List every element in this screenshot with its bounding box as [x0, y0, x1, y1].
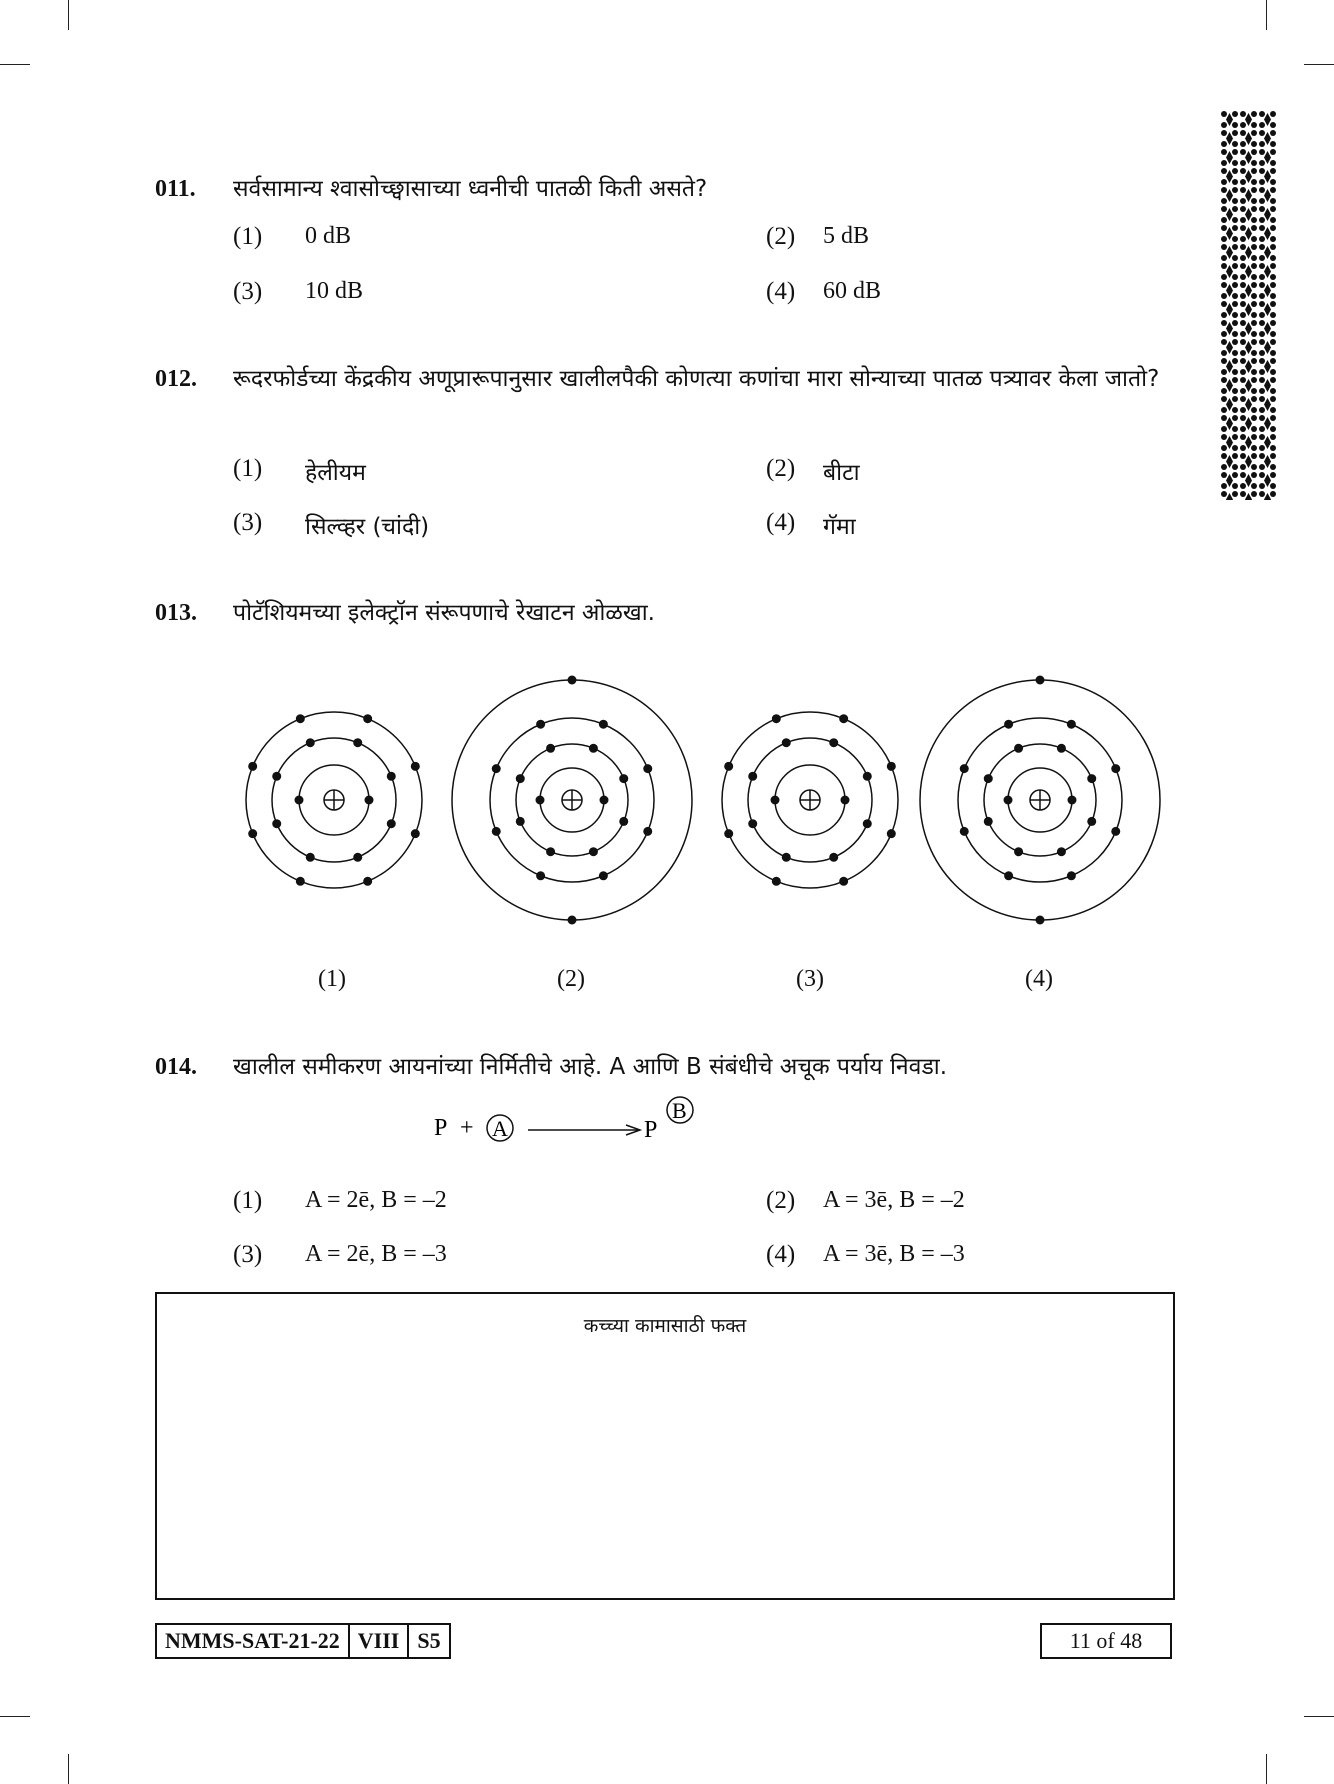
- equation-plus: +: [460, 1115, 474, 1141]
- option-text: गॅमा: [823, 514, 856, 540]
- electron-dot: [1111, 827, 1120, 836]
- electron-dot: [248, 762, 257, 771]
- option-number: (4): [766, 509, 796, 536]
- electron-dot: [353, 853, 362, 862]
- option-text: हेलीयम: [305, 460, 366, 486]
- equation-p2: P: [644, 1117, 658, 1143]
- electron-dot: [363, 714, 372, 723]
- electron-dot: [1067, 720, 1076, 729]
- question-text: रूदरफोर्डच्या केंद्रकीय अणूप्रारूपानुसार खालीलपैकी कोणत्या कणांचा मारा सोन्याच्या पातळ पत्र्यावर केला जातो?: [233, 366, 1160, 392]
- rough-work-box[interactable]: [155, 1292, 1175, 1600]
- electron-dot: [365, 796, 374, 805]
- electron-dot: [619, 817, 628, 826]
- diagram-label-3[interactable]: (3): [796, 966, 824, 992]
- electron-dot: [295, 796, 304, 805]
- electron-dot: [546, 847, 555, 856]
- atom-diagram-3: [722, 712, 898, 888]
- crop-mark: [0, 64, 30, 65]
- electron-dot: [1014, 744, 1023, 753]
- electron-dot: [1004, 871, 1013, 880]
- electron-dot: [984, 774, 993, 783]
- electron-dot: [536, 871, 545, 880]
- option-number: (2): [766, 1187, 796, 1214]
- equation-b: B: [672, 1098, 687, 1123]
- electron-dot: [516, 774, 525, 783]
- electron-dot: [1014, 847, 1023, 856]
- option-text: A = 2ē, B = –3: [305, 1241, 447, 1267]
- electron-dot: [272, 772, 281, 781]
- decorative-border-pattern: [1220, 110, 1278, 500]
- electron-dot: [1111, 764, 1120, 773]
- question-text: पोटॅशियमच्या इलेक्ट्रॉन संरूपणाचे रेखाटन ओळखा.: [233, 600, 655, 626]
- electron-dot: [248, 829, 257, 838]
- electron-dot: [589, 744, 598, 753]
- electron-dot: [387, 819, 396, 828]
- electron-dot: [1057, 744, 1066, 753]
- electron-dot: [353, 738, 362, 747]
- diagram-label-1[interactable]: (1): [318, 966, 346, 992]
- question-14: [155, 1046, 1175, 1090]
- atom-diagrams: [0, 660, 1334, 950]
- electron-dot: [887, 829, 896, 838]
- set-code: S5: [407, 1625, 448, 1657]
- electron-dot: [960, 827, 969, 836]
- crop-mark: [1266, 1754, 1267, 1784]
- electron-dot: [296, 877, 305, 886]
- electron-dot: [411, 762, 420, 771]
- electron-dot: [306, 738, 315, 747]
- electron-dot: [387, 772, 396, 781]
- question-number: 011.: [155, 176, 196, 202]
- electron-dot: [724, 762, 733, 771]
- question-13: [155, 592, 1175, 636]
- electron-dot: [841, 796, 850, 805]
- option-number: (1): [233, 1187, 263, 1214]
- electron-dot: [1036, 676, 1045, 685]
- electron-dot: [839, 877, 848, 886]
- electron-dot: [772, 877, 781, 886]
- equation-p1: P: [434, 1115, 448, 1141]
- electron-dot: [1036, 916, 1045, 925]
- crop-mark: [68, 0, 69, 30]
- electron-dot: [1057, 847, 1066, 856]
- electron-dot: [546, 744, 555, 753]
- electron-dot: [568, 916, 577, 925]
- option-number: (1): [233, 223, 263, 250]
- electron-dot: [492, 764, 501, 773]
- option-number: (3): [233, 1241, 263, 1268]
- option-text: 60 dB: [823, 278, 882, 304]
- electron-dot: [829, 853, 838, 862]
- electron-dot: [960, 764, 969, 773]
- electron-dot: [272, 819, 281, 828]
- electron-dot: [599, 871, 608, 880]
- question-text: सर्वसामान्य श्वासोच्छ्वासाच्या ध्वनीची पातळी किती असते?: [233, 176, 708, 202]
- electron-dot: [619, 774, 628, 783]
- electron-dot: [643, 827, 652, 836]
- electron-dot: [411, 829, 420, 838]
- electron-dot: [589, 847, 598, 856]
- electron-dot: [1087, 817, 1096, 826]
- electron-dot: [306, 853, 315, 862]
- electron-dot: [748, 819, 757, 828]
- rough-work-title: कच्च्या कामासाठी फक्त: [583, 1315, 747, 1337]
- option-text: 0 dB: [305, 223, 352, 249]
- electron-dot: [782, 738, 791, 747]
- electron-dot: [516, 817, 525, 826]
- atom-diagram-4: [920, 676, 1160, 925]
- equation-a: A: [492, 1116, 508, 1141]
- crop-mark: [0, 1716, 30, 1717]
- ion-equation: [430, 1090, 750, 1150]
- electron-dot: [724, 829, 733, 838]
- electron-dot: [1068, 796, 1077, 805]
- electron-dot: [984, 817, 993, 826]
- paper-code: NMMS-SAT-21-22: [165, 1628, 340, 1653]
- electron-dot: [492, 827, 501, 836]
- electron-dot: [1004, 796, 1013, 805]
- electron-dot: [863, 772, 872, 781]
- electron-dot: [643, 764, 652, 773]
- option-number: (2): [766, 223, 796, 250]
- electron-dot: [839, 714, 848, 723]
- option-number: (4): [766, 1241, 796, 1268]
- option-text: 10 dB: [305, 278, 364, 304]
- option-text: बीटा: [823, 460, 860, 486]
- question-text: खालील समीकरण आयनांच्या निर्मितीचे आहे. A आणि B संबंधीचे अचूक पर्याय निवडा.: [233, 1054, 948, 1080]
- option-number: (1): [233, 455, 263, 482]
- electron-dot: [1087, 774, 1096, 783]
- class-code: VIII: [348, 1625, 408, 1657]
- option-text: 5 dB: [823, 223, 870, 249]
- option-text: A = 3ē, B = –2: [823, 1187, 965, 1213]
- option-text: A = 2ē, B = –2: [305, 1187, 447, 1213]
- diagram-label-4[interactable]: (4): [1025, 966, 1053, 992]
- electron-dot: [536, 720, 545, 729]
- electron-dot: [1067, 871, 1076, 880]
- question-12: [155, 358, 1175, 448]
- question-number: 013.: [155, 600, 197, 626]
- electron-dot: [536, 796, 545, 805]
- page-number: 11 of 48: [1040, 1623, 1172, 1659]
- electron-dot: [748, 772, 757, 781]
- electron-dot: [363, 877, 372, 886]
- electron-dot: [600, 796, 609, 805]
- question-number: 014.: [155, 1054, 197, 1080]
- crop-mark: [68, 1754, 69, 1784]
- question-number: 012.: [155, 366, 197, 392]
- crop-mark: [1304, 1716, 1334, 1717]
- option-number: (4): [766, 278, 796, 305]
- electron-dot: [863, 819, 872, 828]
- electron-dot: [1004, 720, 1013, 729]
- electron-dot: [829, 738, 838, 747]
- electron-dot: [599, 720, 608, 729]
- atom-diagram-2: [452, 676, 692, 925]
- option-number: (2): [766, 455, 796, 482]
- crop-mark: [1304, 64, 1334, 65]
- electron-dot: [568, 676, 577, 685]
- option-number: (3): [233, 509, 263, 536]
- footer-code-box: [155, 1623, 451, 1659]
- atom-diagram-1: [246, 712, 422, 888]
- option-number: (3): [233, 278, 263, 305]
- option-text: A = 3ē, B = –3: [823, 1241, 965, 1267]
- diagram-label-2[interactable]: (2): [557, 966, 585, 992]
- electron-dot: [771, 796, 780, 805]
- crop-mark: [1266, 0, 1267, 30]
- electron-dot: [887, 762, 896, 771]
- electron-dot: [296, 714, 305, 723]
- electron-dot: [772, 714, 781, 723]
- option-text: सिल्व्हर (चांदी): [305, 514, 430, 540]
- electron-dot: [782, 853, 791, 862]
